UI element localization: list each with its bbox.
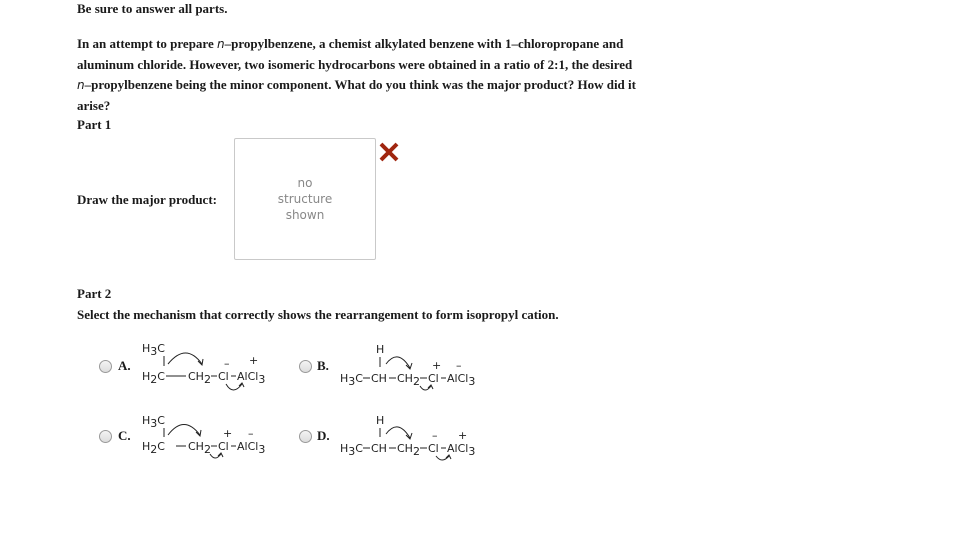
svg-text:+: + <box>458 429 468 442</box>
svg-text:H3C: H3C <box>142 342 165 358</box>
draw-prompt: Draw the major product: <box>77 192 217 207</box>
svg-text:H: H <box>376 414 385 427</box>
mechanism-prompt: Select the mechanism that correctly shows the rearrangement to form isopropyl cation. <box>77 307 559 322</box>
svg-text:CH2: CH2 <box>188 370 211 386</box>
svg-text:+: + <box>223 427 233 440</box>
option-b-radio[interactable] <box>299 360 312 373</box>
svg-text:H3C: H3C <box>142 414 165 430</box>
svg-text:+: + <box>249 354 259 367</box>
svg-text:H3C: H3C <box>340 372 363 388</box>
svg-text:H2C: H2C <box>142 440 165 456</box>
svg-text:CH2: CH2 <box>188 440 211 456</box>
no-structure-placeholder: no structure shown <box>277 176 333 222</box>
svg-text:AlCl3: AlCl3 <box>237 440 266 456</box>
structure-drawing-box[interactable] <box>234 138 376 260</box>
part2-label: Part 2 <box>77 286 112 301</box>
svg-text:Cl: Cl <box>428 372 439 385</box>
option-b-letter: B. <box>317 358 329 373</box>
option-a-radio[interactable] <box>99 360 112 373</box>
option-a-mechanism[interactable] <box>138 340 288 403</box>
svg-text:Cl: Cl <box>218 440 229 453</box>
svg-text:H2C: H2C <box>142 370 165 386</box>
svg-text:CH: CH <box>371 372 387 385</box>
option-d-letter: D. <box>317 428 330 443</box>
svg-text:–: – <box>456 359 462 372</box>
svg-text:H: H <box>376 343 385 356</box>
svg-text:CH2: CH2 <box>397 372 420 388</box>
option-c-radio[interactable] <box>99 430 112 443</box>
option-b-mechanism[interactable] <box>336 340 506 403</box>
option-c-mechanism[interactable] <box>138 410 288 473</box>
svg-text:AlCl3: AlCl3 <box>447 372 476 388</box>
svg-text:AlCl3: AlCl3 <box>447 442 476 458</box>
svg-text:–: – <box>432 429 438 442</box>
svg-text:Cl: Cl <box>218 370 229 383</box>
svg-text:+: + <box>432 359 442 372</box>
option-c-letter: C. <box>118 428 131 443</box>
part1-label: Part 1 <box>77 117 112 132</box>
svg-text:H3C: H3C <box>340 442 363 458</box>
svg-text:AlCl3: AlCl3 <box>237 370 266 386</box>
x-mark-icon <box>378 141 400 163</box>
svg-text:–: – <box>248 427 254 440</box>
option-a-letter: A. <box>118 358 131 373</box>
question-text: In an attempt to prepare n–propylbenzene, a chemist alkylated benzene with 1–chloropropane and aluminum chloride. However, two isomeric hydrocarbons were obtained in a ratio of 2:1, the desired n–propylbenzene being the minor component. What do you think was the major product? How did it arise? <box>77 36 636 113</box>
svg-text:–: – <box>224 357 230 370</box>
option-d-mechanism[interactable] <box>336 410 506 473</box>
svg-text:Cl: Cl <box>428 442 439 455</box>
svg-text:CH2: CH2 <box>397 442 420 458</box>
svg-text:CH: CH <box>371 442 387 455</box>
option-d-radio[interactable] <box>299 430 312 443</box>
instruction-text: Be sure to answer all parts. <box>77 1 228 16</box>
